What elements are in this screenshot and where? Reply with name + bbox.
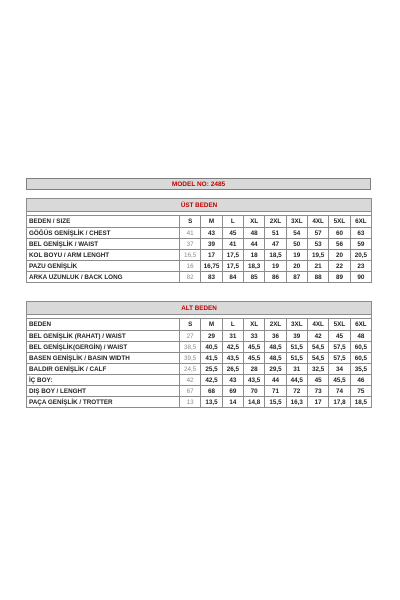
measurement-row [27, 386, 372, 397]
measurement-label: ARKA UZUNLUK / BACK LONG [27, 272, 180, 283]
measurement-value: 19 [286, 250, 307, 261]
measurement-value: 17 [201, 250, 222, 261]
measurement-value: 54,5 [307, 353, 328, 364]
measurement-row [27, 331, 372, 342]
measurement-value: 48,5 [265, 353, 286, 364]
measurement-label: BEL GENİŞLİK(GERGİN) / WAIST [27, 342, 180, 353]
size-header-cell: 4XL [307, 216, 328, 228]
measurement-value: 33 [243, 331, 264, 342]
measurement-row [27, 228, 372, 239]
measurement-value: 29,5 [265, 364, 286, 375]
measurement-value: 13 [180, 397, 201, 408]
measurement-value: 32,5 [307, 364, 328, 375]
measurement-value: 60,5 [350, 353, 371, 364]
measurement-label: BASEN GENİŞLİK / BASIN WIDTH [27, 353, 180, 364]
measurement-value: 45,5 [243, 342, 264, 353]
model-number-label: MODEL NO: 2485 [171, 180, 226, 188]
measurement-value: 41 [222, 239, 243, 250]
measurement-value: 67 [180, 386, 201, 397]
measurement-value: 17,5 [222, 261, 243, 272]
measurement-value: 16,3 [286, 397, 307, 408]
measurement-value: 48,5 [265, 342, 286, 353]
measurement-value: 57,5 [329, 353, 350, 364]
measurement-value: 72 [286, 386, 307, 397]
measurement-value: 26,5 [222, 364, 243, 375]
measurement-value: 43,5 [222, 353, 243, 364]
measurement-value: 31 [222, 331, 243, 342]
measurement-row [27, 397, 372, 408]
measurement-value: 16 [180, 261, 201, 272]
measurement-value: 37 [180, 239, 201, 250]
measurement-value: 17 [307, 397, 328, 408]
size-header-cell: XL [243, 319, 264, 331]
measurement-value: 86 [265, 272, 286, 283]
measurement-value: 54 [286, 228, 307, 239]
measurement-value: 45,5 [243, 353, 264, 364]
measurement-value: 53 [307, 239, 328, 250]
size-header-cell: S [180, 319, 201, 331]
measurement-value: 40,5 [201, 342, 222, 353]
size-header-cell: XL [243, 216, 264, 228]
measurement-value: 18 [243, 250, 264, 261]
measurement-value: 39 [286, 331, 307, 342]
measurement-value: 89 [329, 272, 350, 283]
measurement-label: BALDIR GENİŞLİK / CALF [27, 364, 180, 375]
size-header-cell: M [201, 216, 222, 228]
size-header-label: BEDEN [27, 319, 180, 331]
measurement-value: 57 [307, 228, 328, 239]
measurement-value: 18,3 [243, 261, 264, 272]
measurement-value: 34 [329, 364, 350, 375]
size-header-cell: L [222, 216, 243, 228]
measurement-value: 57,5 [329, 342, 350, 353]
measurement-label: DIŞ BOY / LENGHT [27, 386, 180, 397]
measurement-value: 87 [286, 272, 307, 283]
measurement-value: 16,75 [201, 261, 222, 272]
measurement-value: 27 [180, 331, 201, 342]
measurement-value: 25,5 [201, 364, 222, 375]
measurement-value: 20 [329, 250, 350, 261]
measurement-row [27, 364, 372, 375]
size-header-cell: 4XL [307, 319, 328, 331]
measurement-label: PAÇA GENİŞLİK / TROTTER [27, 397, 180, 408]
measurement-value: 85 [243, 272, 264, 283]
measurement-value: 39 [201, 239, 222, 250]
measurement-value: 17,8 [329, 397, 350, 408]
model-number-banner [26, 178, 371, 190]
measurement-value: 19 [265, 261, 286, 272]
measurement-value: 23 [350, 261, 371, 272]
measurement-value: 68 [201, 386, 222, 397]
measurement-value: 18,5 [350, 397, 371, 408]
measurement-value: 44 [265, 375, 286, 386]
measurement-value: 45 [222, 228, 243, 239]
measurement-row [27, 250, 372, 261]
measurement-value: 31 [286, 364, 307, 375]
size-header-row [27, 319, 372, 331]
measurement-label: KOL BOYU / ARM LENGHT [27, 250, 180, 261]
measurement-value: 42,5 [222, 342, 243, 353]
measurement-row [27, 261, 372, 272]
measurement-value: 83 [201, 272, 222, 283]
size-header-cell: S [180, 216, 201, 228]
measurement-row [27, 239, 372, 250]
measurement-value: 42,5 [201, 375, 222, 386]
measurement-value: 46 [350, 375, 371, 386]
measurement-value: 70 [243, 386, 264, 397]
measurement-value: 17,5 [222, 250, 243, 261]
measurement-value: 88 [307, 272, 328, 283]
measurement-value: 71 [265, 386, 286, 397]
size-header-cell: 6XL [350, 216, 371, 228]
size-header-cell: 3XL [286, 319, 307, 331]
measurement-value: 54,5 [307, 342, 328, 353]
size-header-label: BEDEN / SIZE [27, 216, 180, 228]
section-title: ALT BEDEN [27, 302, 372, 315]
measurement-value: 50 [286, 239, 307, 250]
measurement-value: 44 [243, 239, 264, 250]
measurement-value: 14 [222, 397, 243, 408]
measurement-value: 60,5 [350, 342, 371, 353]
measurement-row [27, 353, 372, 364]
measurement-value: 41 [180, 228, 201, 239]
measurement-value: 69 [222, 386, 243, 397]
measurement-value: 51,5 [286, 353, 307, 364]
measurement-value: 42 [180, 375, 201, 386]
measurement-value: 20,5 [350, 250, 371, 261]
size-header-row [27, 216, 372, 228]
measurement-value: 51 [265, 228, 286, 239]
measurement-value: 38,5 [180, 342, 201, 353]
measurement-value: 41,5 [201, 353, 222, 364]
size-header-cell: L [222, 319, 243, 331]
measurement-value: 35,5 [350, 364, 371, 375]
measurement-value: 60 [329, 228, 350, 239]
measurement-value: 75 [350, 386, 371, 397]
size-header-cell: M [201, 319, 222, 331]
measurement-value: 48 [243, 228, 264, 239]
measurement-value: 24,5 [180, 364, 201, 375]
measurement-value: 21 [307, 261, 328, 272]
size-header-cell: 3XL [286, 216, 307, 228]
measurement-value: 74 [329, 386, 350, 397]
size-header-cell: 2XL [265, 216, 286, 228]
section-title: ÜST BEDEN [27, 199, 372, 212]
measurement-value: 42 [307, 331, 328, 342]
size-header-cell: 6XL [350, 319, 371, 331]
measurement-value: 22 [329, 261, 350, 272]
measurement-value: 18,5 [265, 250, 286, 261]
measurement-value: 43 [222, 375, 243, 386]
measurement-row [27, 272, 372, 283]
measurement-value: 39,5 [180, 353, 201, 364]
measurement-value: 20 [286, 261, 307, 272]
section-title-row [27, 199, 372, 212]
measurement-row [27, 342, 372, 353]
size-header-cell: 2XL [265, 319, 286, 331]
section-title-row [27, 302, 372, 315]
measurement-value: 48 [350, 331, 371, 342]
measurement-value: 63 [350, 228, 371, 239]
measurement-label: İÇ BOY: [27, 375, 180, 386]
measurement-value: 47 [265, 239, 286, 250]
measurement-label: PAZU GENİŞLİK [27, 261, 180, 272]
measurement-value: 43 [201, 228, 222, 239]
measurement-value: 45,5 [329, 375, 350, 386]
measurement-value: 15,5 [265, 397, 286, 408]
size-header-cell: 5XL [329, 216, 350, 228]
measurement-label: BEL GENİŞLİK (RAHAT) / WAIST [27, 331, 180, 342]
measurement-value: 45 [329, 331, 350, 342]
measurement-row [27, 375, 372, 386]
measurement-value: 59 [350, 239, 371, 250]
measurement-value: 73 [307, 386, 328, 397]
measurement-value: 13,5 [201, 397, 222, 408]
measurement-value: 51,5 [286, 342, 307, 353]
measurement-value: 43,5 [243, 375, 264, 386]
measurement-value: 16,5 [180, 250, 201, 261]
upper-body-size-table [26, 198, 372, 283]
measurement-value: 82 [180, 272, 201, 283]
measurement-value: 28 [243, 364, 264, 375]
measurement-label: BEL GENİŞLİK / WAIST [27, 239, 180, 250]
size-header-cell: 5XL [329, 319, 350, 331]
measurement-value: 56 [329, 239, 350, 250]
measurement-value: 29 [201, 331, 222, 342]
measurement-value: 84 [222, 272, 243, 283]
measurement-value: 45 [307, 375, 328, 386]
measurement-value: 14,8 [243, 397, 264, 408]
measurement-value: 90 [350, 272, 371, 283]
measurement-value: 19,5 [307, 250, 328, 261]
measurement-label: GÖĞÜS GENİŞLİK / CHEST [27, 228, 180, 239]
measurement-value: 44,5 [286, 375, 307, 386]
lower-body-size-table [26, 301, 372, 408]
measurement-value: 36 [265, 331, 286, 342]
